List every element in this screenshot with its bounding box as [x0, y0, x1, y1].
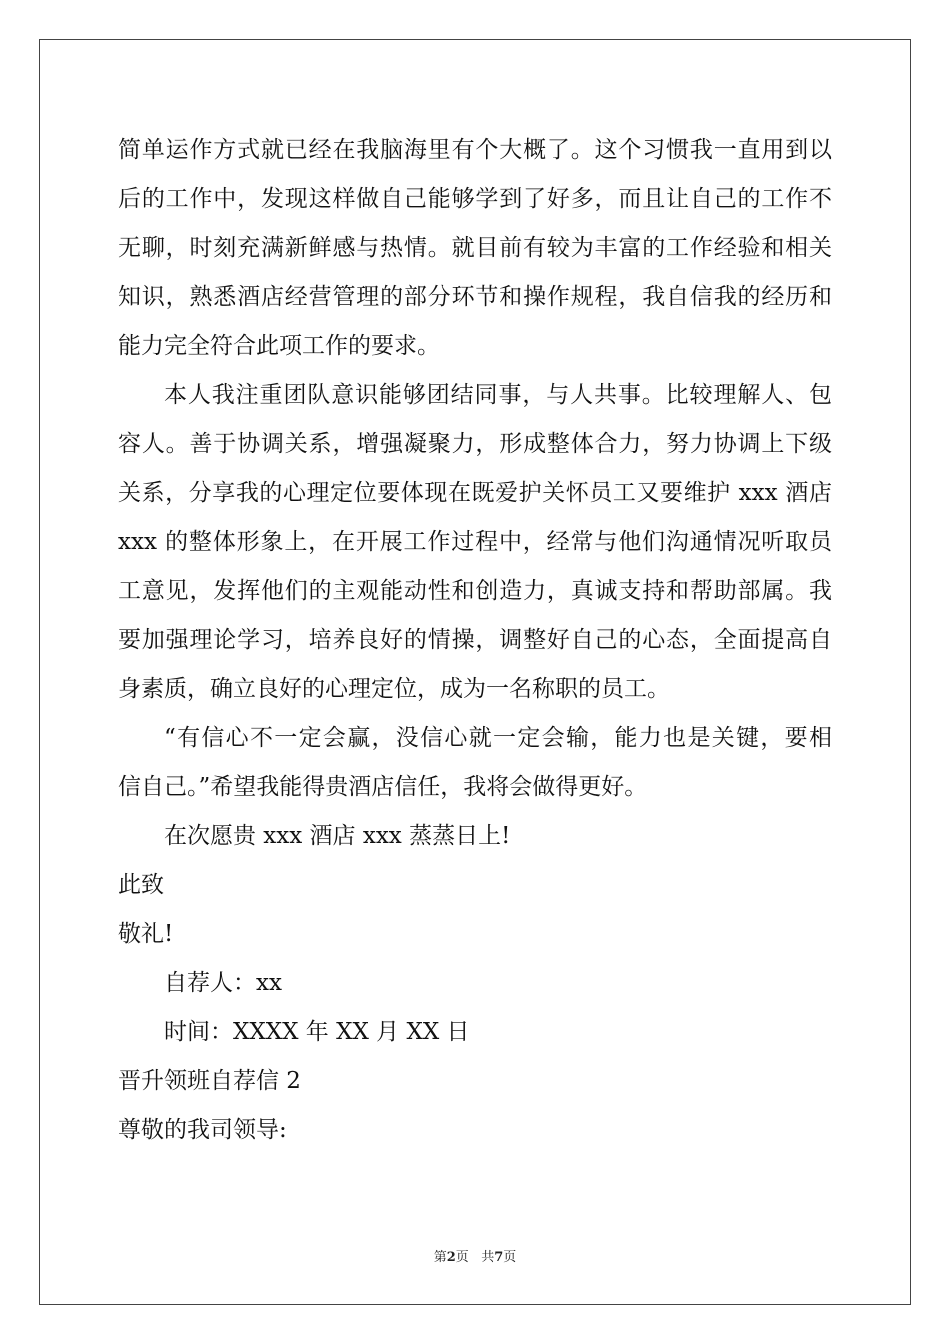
wish-line: 在次愿贵 xxx 酒店 xxx 蒸蒸日上! [164, 823, 511, 849]
closing-ci-zhi: 此致 [118, 872, 164, 898]
text-line: 要加强理论学习，培养良好的情操，调整好自己的心态，全面提高自 [118, 627, 832, 653]
date-line: 时间：XXXX 年 XX 月 XX 日 [164, 1019, 470, 1045]
footer-page-number: 2 [446, 1250, 456, 1265]
text-line: 容人。善于协调关系，增强凝聚力，形成整体合力，努力协调上下级 [118, 431, 832, 457]
text-line: 身素质，确立良好的心理定位，成为一名称职的员工。 [118, 676, 670, 702]
salutation: 尊敬的我司领导: [118, 1117, 287, 1143]
text-line: 简单运作方式就已经在我脑海里有个大概了。这个习惯我一直用到以 [118, 137, 832, 163]
text-line: 信自己。”希望我能得贵酒店信任，我将会做得更好。 [118, 774, 648, 800]
signer-line: 自荐人：xx [164, 970, 282, 996]
footer-suffix: 页 [503, 1250, 517, 1265]
text-line: 关系，分享我的心理定位要体现在既爱护关怀员工又要维护 xxx 酒店 [118, 480, 832, 506]
text-line: “有信心不一定会赢，没信心就一定会输，能力也是关键，要相 [164, 725, 832, 751]
text-line: xxx 的整体形象上，在开展工作过程中，经常与他们沟通情况听取员 [118, 529, 832, 555]
paragraph-2 [118, 371, 832, 714]
text-line: 工意见，发挥他们的主观能动性和创造力，真诚支持和帮助部属。我 [118, 578, 832, 604]
footer-prefix: 第 [433, 1250, 447, 1265]
next-letter-title: 晋升领班自荐信 2 [118, 1068, 301, 1094]
text-line: 能力完全符合此项工作的要求。 [118, 333, 440, 359]
footer-total-pages: 7 [494, 1250, 504, 1265]
document-body [118, 126, 832, 1155]
text-line: 无聊，时刻充满新鲜感与热情。就目前有较为丰富的工作经验和相关 [118, 235, 832, 261]
text-line: 知识，熟悉酒店经营管理的部分环节和操作规程，我自信我的经历和 [118, 284, 832, 310]
page-footer [0, 1246, 950, 1265]
footer-mid: 页 共 [455, 1250, 495, 1265]
text-line: 本人我注重团队意识能够团结同事，与人共事。比较理解人、包 [164, 382, 832, 408]
text-line: 后的工作中，发现这样做自己能够学到了好多，而且让自己的工作不 [118, 186, 832, 212]
paragraph-3 [118, 714, 832, 812]
closing-jing-li: 敬礼! [118, 921, 174, 947]
paragraph-1 [118, 126, 832, 371]
